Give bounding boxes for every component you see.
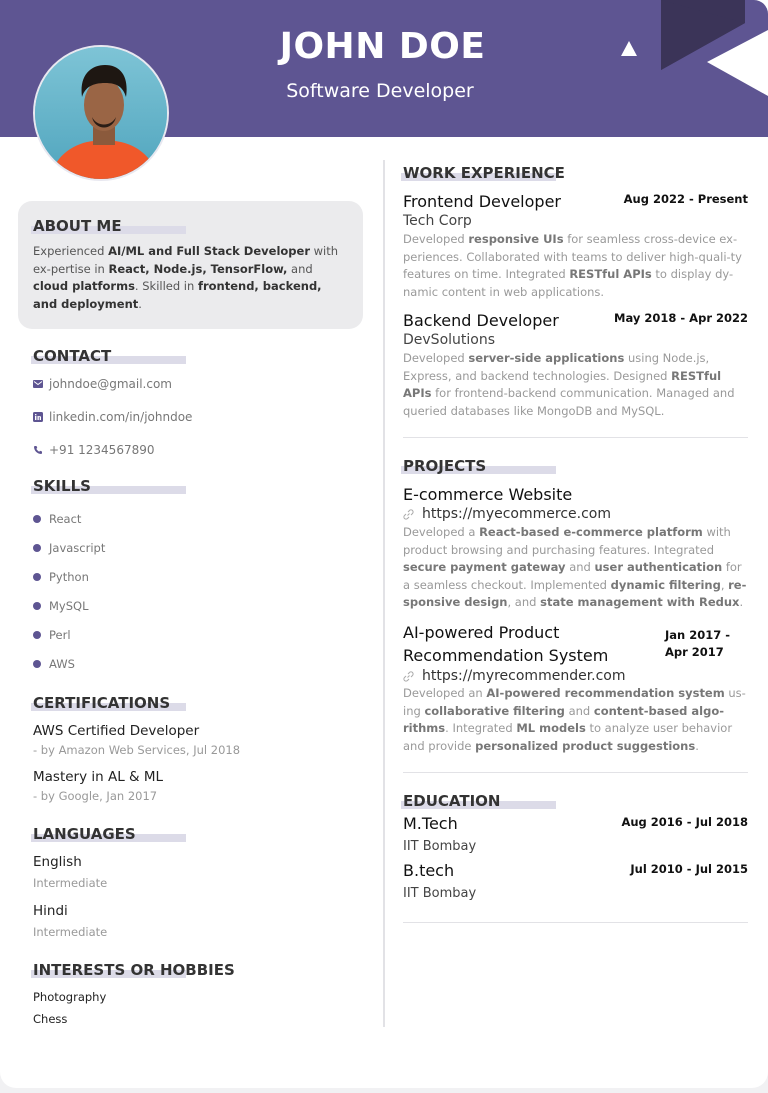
- certification-item: Mastery in AL & ML - by Google, Jan 2017: [33, 769, 164, 803]
- contact-phone[interactable]: +91 1234567890: [33, 442, 155, 458]
- person-name: JOHN DOE: [279, 26, 486, 67]
- languages-heading: LANGUAGES: [33, 825, 136, 843]
- phone-icon: [33, 445, 43, 455]
- skill-item: Perl: [33, 627, 71, 643]
- link-icon: [403, 671, 414, 682]
- work-experience-section: [403, 163, 565, 182]
- skill-item: MySQL: [33, 598, 89, 614]
- about-text: Experienced AI/ML and Full Stack Developer with ex-pertise in React, Node.js, TensorFlow, and cloud platforms. Skilled in frontend, backend, and deployment.: [33, 244, 339, 311]
- skill-item: Javascript: [33, 540, 105, 556]
- work-heading: WORK EXPERIENCE: [403, 164, 565, 182]
- education-section: [403, 791, 500, 810]
- bullet-icon: [33, 631, 41, 639]
- education-heading: EDUCATION: [403, 792, 500, 810]
- bullet-icon: [33, 573, 41, 581]
- email-icon: [33, 380, 43, 388]
- bullet-icon: [33, 660, 41, 668]
- contact-linkedin[interactable]: linkedin.com/in/johndoe: [33, 409, 192, 425]
- language-item: English Intermediate: [33, 854, 108, 890]
- project-link[interactable]: https://myrecommender.com: [403, 668, 748, 684]
- interests-section: [33, 960, 235, 979]
- certifications-heading: CERTIFICATIONS: [33, 694, 170, 712]
- job-title: Software Developer: [286, 80, 474, 102]
- skills-section: [33, 476, 91, 495]
- column-divider: [383, 160, 385, 1027]
- skill-item: AWS: [33, 656, 75, 672]
- bullet-icon: [33, 515, 41, 523]
- project-entry: E-commerce Website https://myecommerce.com Developed a React-based e-commerce platform with product browsing and purchasing features. Integrated secure payment gateway and user authentication for a seamless checkout. Implemented dynamic filtering, re-sponsive design, and state management with Redux.: [403, 485, 747, 609]
- link-icon: [403, 509, 414, 520]
- bullet-icon: [33, 602, 41, 610]
- education-entry: B.tech Jul 2010 - Jul 2015 IIT Bombay: [403, 861, 748, 901]
- section-divider: [403, 772, 748, 773]
- interest-item: Photography: [33, 990, 107, 1004]
- project-entry: AI-powered Product Recommendation System Jan 2017 - Apr 2017 https://myrecommender.com Developed an AI-powered recommendation system us-ing collaborative filtering and content-based algo-rithms. Integrated ML models to analyze user behavior and provide personalized product suggestions.: [403, 621, 748, 755]
- job-entry: Backend Developer May 2018 - Apr 2022 DevSolutions Developed server-side applications using Node.js, Express, and backend technologies. Designed RESTful APIs for frontend-backend communication. Managed and queried databases like MongoDB and MySQL.: [403, 311, 748, 418]
- languages-section: [33, 824, 136, 843]
- education-entry: M.Tech Aug 2016 - Jul 2018 IIT Bombay: [403, 814, 748, 854]
- project-link[interactable]: https://myecommerce.com: [403, 506, 748, 522]
- skills-heading: SKILLS: [33, 477, 91, 495]
- job-entry: Frontend Developer Aug 2022 - Present Tech Corp Developed responsive UIs for seamless cross-device ex-periences. Collaborated with teams to deliver high-quali-ty features on time. Integrated RESTful APIs to display dy-namic content in web applications.: [403, 192, 748, 299]
- projects-heading: PROJECTS: [403, 457, 486, 475]
- section-divider: [403, 922, 748, 923]
- avatar: [33, 45, 169, 181]
- interests-heading: INTERESTS OR HOBBIES: [33, 961, 235, 979]
- language-item: Hindi Intermediate: [33, 903, 108, 939]
- certifications-section: [33, 693, 170, 712]
- section-divider: [403, 437, 748, 438]
- about-heading: ABOUT ME: [33, 217, 122, 235]
- interest-item: Chess: [33, 1012, 68, 1026]
- profile-photo-icon: [35, 47, 169, 181]
- bullet-icon: [33, 544, 41, 552]
- contact-heading: CONTACT: [33, 347, 111, 365]
- contact-section: [33, 346, 111, 365]
- certification-item: AWS Certified Developer - by Amazon Web Services, Jul 2018: [33, 723, 241, 757]
- skill-item: Python: [33, 569, 89, 585]
- skill-item: React: [33, 511, 81, 527]
- contact-email[interactable]: johndoe@gmail.com: [33, 376, 172, 392]
- projects-section: [403, 456, 486, 475]
- about-me-card: [18, 201, 363, 329]
- linkedin-icon: [33, 412, 43, 422]
